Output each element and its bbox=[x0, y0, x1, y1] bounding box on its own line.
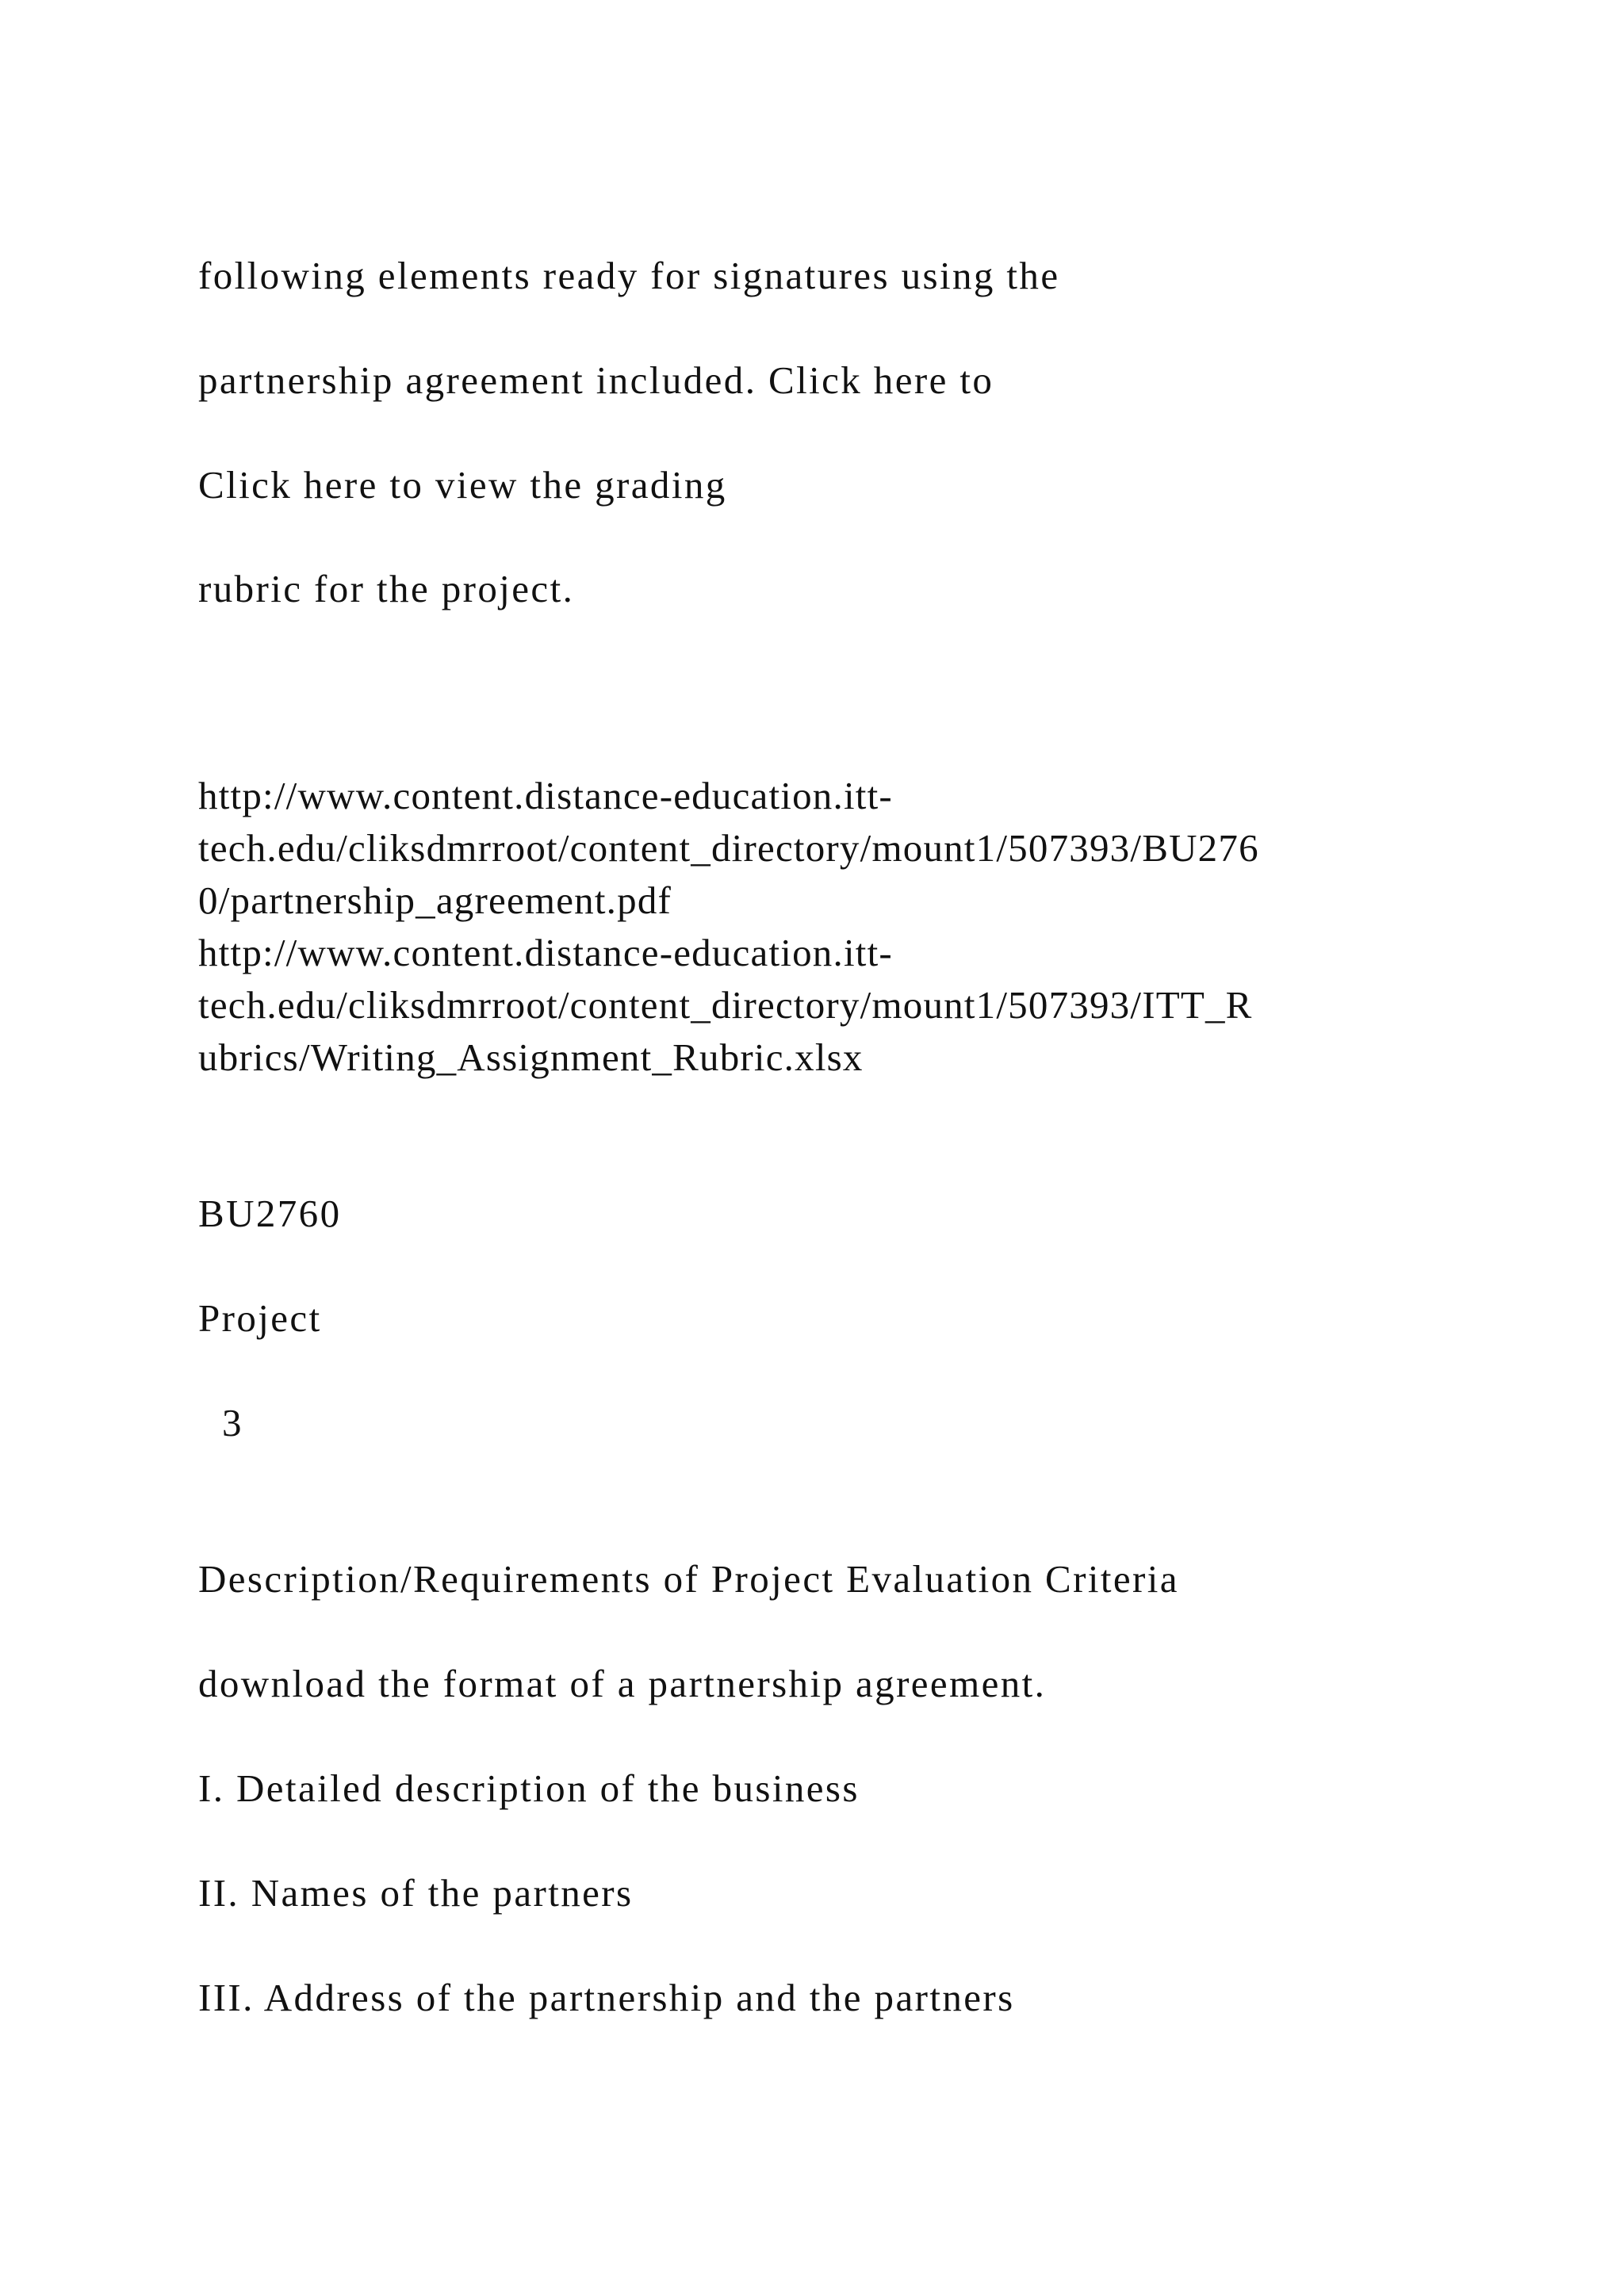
url-list bbox=[198, 770, 1259, 1084]
partnership-agreement-url-line-1[interactable]: http://www.content.distance-education.itt- bbox=[198, 774, 893, 817]
partnership-agreement-url-line-3[interactable]: 0/partnership_agreement.pdf bbox=[198, 878, 672, 922]
project-label: Project bbox=[198, 1296, 322, 1340]
project-number: 3 bbox=[222, 1401, 243, 1445]
intro-line-4: rubric for the project. bbox=[198, 567, 575, 610]
partnership-agreement-url-line-2[interactable]: tech.edu/cliksdmrroot/content_directory/mount1/507393/BU276 bbox=[198, 826, 1259, 870]
body-line-1: download the format of a partnership agreement. bbox=[198, 1662, 1047, 1705]
body-line-2: I. Detailed description of the business bbox=[198, 1766, 860, 1810]
section-heading: Description/Requirements of Project Evaluation Criteria bbox=[198, 1557, 1179, 1601]
intro-line-3: Click here to view the grading bbox=[198, 463, 727, 507]
intro-line-2: partnership agreement included. Click here to bbox=[198, 358, 994, 402]
body-line-4: III. Address of the partnership and the partners bbox=[198, 1976, 1015, 2019]
rubric-url-line-2[interactable]: tech.edu/cliksdmrroot/content_directory/mount1/507393/ITT_R bbox=[198, 983, 1253, 1027]
rubric-url-line-3[interactable]: ubrics/Writing_Assignment_Rubric.xlsx bbox=[198, 1035, 864, 1079]
body-line-3: II. Names of the partners bbox=[198, 1871, 634, 1915]
course-code: BU2760 bbox=[198, 1192, 342, 1235]
intro-line-1: following elements ready for signatures using the bbox=[198, 254, 1060, 297]
rubric-url-line-1[interactable]: http://www.content.distance-education.itt- bbox=[198, 931, 893, 974]
